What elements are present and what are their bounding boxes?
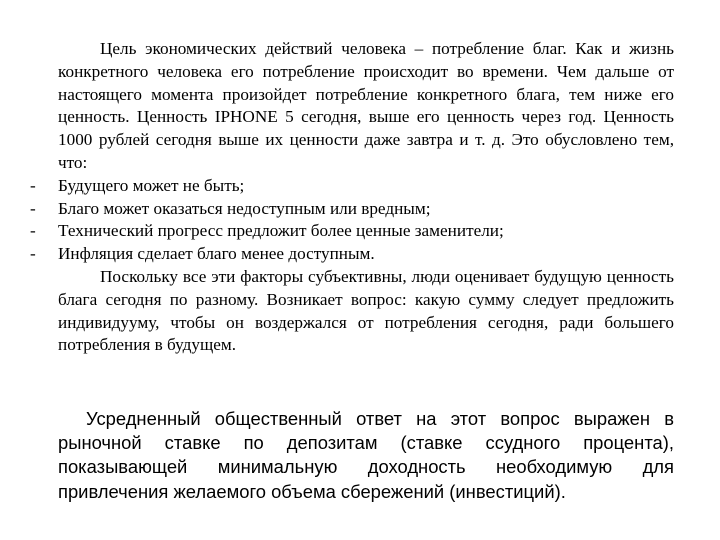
conclusion-text-block: [58, 407, 674, 504]
list-item-text: Будущего может не быть;: [58, 175, 245, 195]
reasons-list: [30, 175, 674, 266]
list-dash-marker: -: [30, 221, 36, 241]
list-dash-marker: -: [30, 175, 36, 195]
main-text-block: [30, 38, 674, 357]
list-item: [30, 198, 674, 221]
list-item-text: Инфляция сделает благо менее доступным.: [58, 244, 375, 264]
answer-paragraph: Усредненный общественный ответ на этот вопрос выражен в рыночной ставке по депозитам (ставке ссудного процента), показывающей минимальную доходность необходимую для привлечения желаемого объема сбережений (инвестиций).: [58, 408, 674, 502]
list-item-text: Благо может оказаться недоступным или вредным;: [58, 198, 431, 218]
list-item: [30, 175, 674, 198]
list-dash-marker: -: [30, 244, 36, 264]
list-dash-marker: -: [30, 198, 36, 218]
list-item: [30, 243, 674, 266]
list-item-text: Технический прогресс предложит более ценные заменители;: [58, 221, 504, 241]
question-paragraph: Поскольку все эти факторы субъективны, люди оценивает будущую ценность блага сегодня по разному. Возникает вопрос: какую сумму следует предложить индивидууму, чтобы он воздержался от потребления сегодня, ради большего потребления в будущем.: [58, 266, 674, 355]
list-item: [30, 220, 674, 243]
intro-paragraph: Цель экономических действий человека – потребление благ. Как и жизнь конкретного человека его потребление происходит во времени. Чем дальше от настоящего момента произойдет потребление конкретного блага, тем ниже его ценность. Ценность IPHONE 5 сегодня, выше его ценность через год. Ценность 1000 рублей сегодня выше их ценности даже завтра и т. д. Это обусловлено тем, что:: [58, 39, 674, 172]
